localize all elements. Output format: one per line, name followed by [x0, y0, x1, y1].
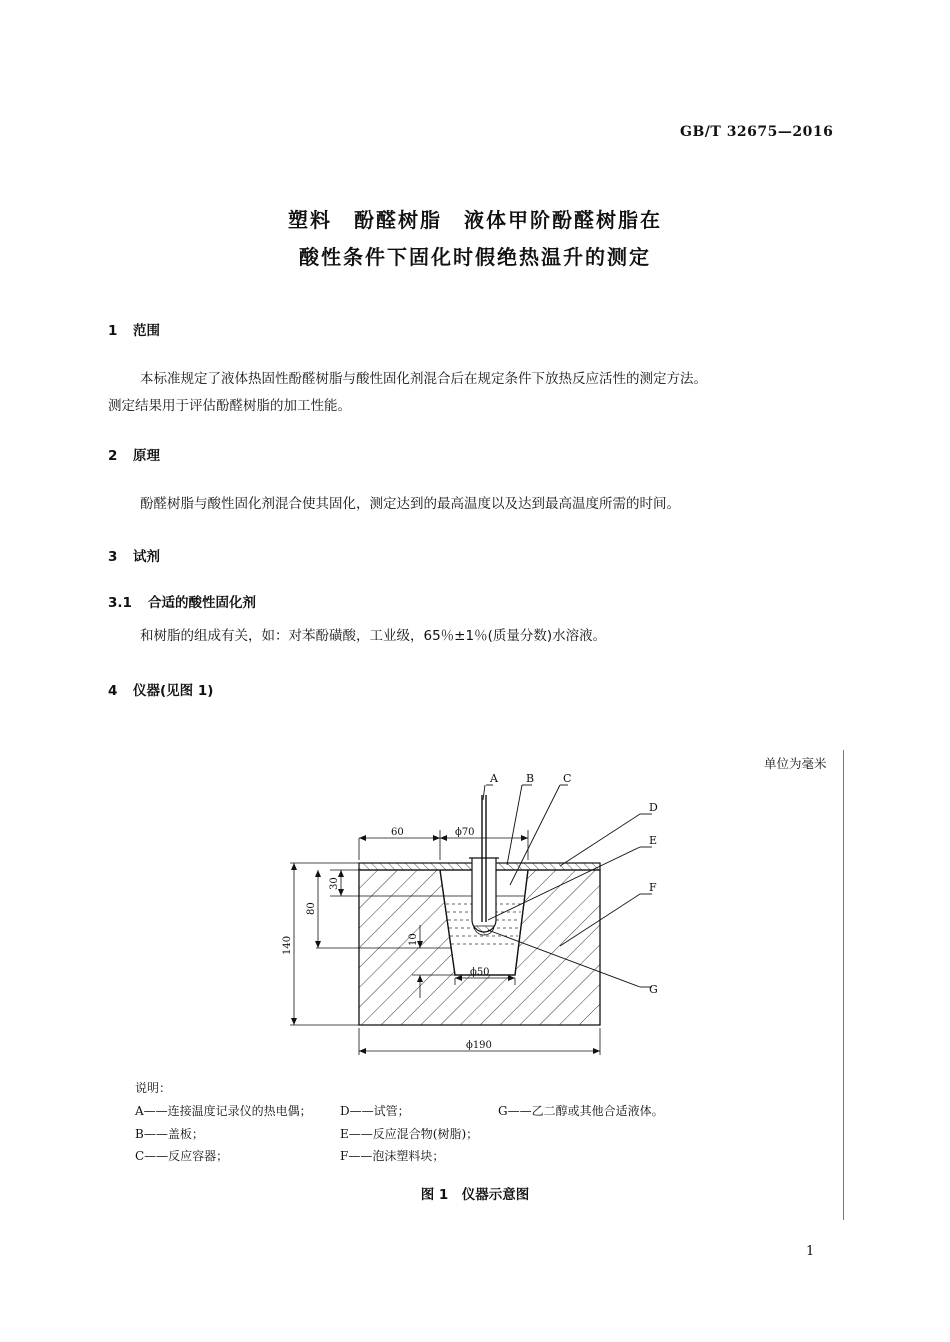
section-1-para-line-2: 测定结果用于评估酚醛树脂的加工性能。: [108, 398, 351, 414]
section-title: 试剂: [133, 549, 160, 565]
section-title: 合适的酸性固化剂: [148, 595, 256, 611]
dim-140: 140: [282, 935, 293, 955]
section-number: 1: [108, 323, 118, 339]
dim-phi190: ϕ190: [466, 1040, 492, 1051]
legend-d: D——试管；: [340, 1104, 410, 1118]
page-number: 1: [806, 1244, 815, 1259]
dim-phi70: ϕ70: [455, 827, 475, 838]
standard-number: GB/T 32675—2016: [680, 124, 834, 140]
dim-60: 60: [391, 827, 404, 838]
figure-caption: 图 1 仪器示意图: [420, 1187, 530, 1203]
label-G: G: [649, 983, 658, 996]
unit-note: 单位为毫米: [764, 756, 827, 771]
dim-30: 30: [329, 877, 340, 890]
section-number: 4: [108, 683, 118, 699]
section-2-para: 酚醛树脂与酸性固化剂混合使其固化，测定达到的最高温度以及达到最高温度所需的时间。: [140, 496, 680, 512]
legend-g: G——乙二醇或其他合适液体。: [498, 1104, 664, 1118]
section-1-para-line-1: 本标准规定了液体热固性酚醛树脂与酸性固化剂混合后在规定条件下放热反应活性的测定方法。: [140, 371, 707, 387]
dim-phi50: ϕ50: [470, 967, 490, 978]
label-D: D: [649, 801, 658, 814]
test-tube: [472, 858, 496, 932]
dim-10: 10: [408, 933, 419, 946]
section-title: 范围: [133, 323, 160, 339]
section-3-1-para: 和树脂的组成有关，如：对苯酚磺酸，工业级，65％±1％(质量分数)水溶液。: [140, 628, 607, 644]
title-line-1: 塑料 酚醛树脂 液体甲阶酚醛树脂在: [288, 208, 662, 232]
title-line-2: 酸性条件下固化时假绝热温升的测定: [299, 245, 651, 269]
section-number: 3: [108, 549, 118, 565]
label-B: B: [526, 772, 535, 785]
section-title: 仪器(见图 1): [133, 683, 214, 699]
label-A: A: [490, 772, 498, 785]
legend-title: 说明：: [135, 1081, 172, 1095]
section-number: 3.1: [108, 595, 132, 611]
dim-80: 80: [306, 902, 317, 915]
label-E: E: [649, 834, 658, 847]
section-title: 原理: [133, 448, 160, 464]
legend-c: C——反应容器；: [135, 1149, 229, 1163]
label-F: F: [649, 881, 657, 894]
legend-f: F——泡沫塑料块；: [340, 1149, 445, 1163]
section-number: 2: [108, 448, 118, 464]
legend-a: A——连接温度记录仪的热电偶；: [135, 1104, 312, 1118]
legend-b: B——盖板；: [135, 1127, 204, 1141]
label-C: C: [563, 772, 572, 785]
legend-e: E——反应混合物(树脂)；: [340, 1127, 479, 1141]
